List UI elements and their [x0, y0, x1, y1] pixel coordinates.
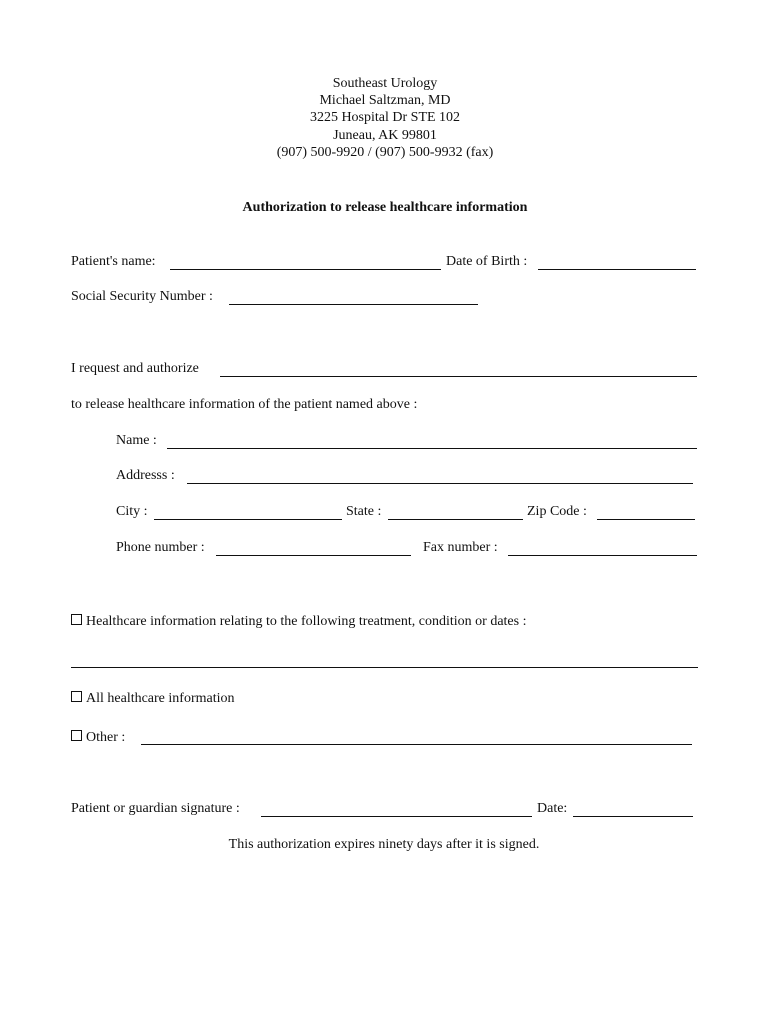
treatment-details-field[interactable] — [71, 667, 698, 668]
phone-fax: (907) 500-9920 / (907) 500-9932 (fax) — [276, 145, 494, 160]
option-treatment-label: Healthcare information relating to the following treatment, condition or dates : — [86, 614, 527, 629]
fax-field[interactable] — [508, 555, 697, 556]
zip-label: Zip Code : — [527, 504, 587, 519]
signature-label: Patient or guardian signature : — [71, 801, 240, 816]
ssn-label: Social Security Number : — [71, 289, 213, 304]
city-label: City : — [116, 504, 148, 519]
recipient-name-label: Name : — [116, 433, 157, 448]
fax-label: Fax number : — [423, 540, 498, 555]
checkbox-icon[interactable] — [71, 730, 82, 741]
dob-label: Date of Birth : — [446, 254, 528, 269]
state-field[interactable] — [388, 519, 523, 520]
signature-field[interactable] — [261, 816, 532, 817]
recipient-address-field[interactable] — [187, 483, 693, 484]
address-line-2: Juneau, AK 99801 — [333, 128, 437, 143]
option-other[interactable] — [71, 730, 125, 745]
release-label: to release healthcare information of the patient named above : — [71, 397, 418, 412]
city-field[interactable] — [154, 519, 342, 520]
zip-field[interactable] — [597, 519, 695, 520]
option-other-label: Other : — [86, 730, 126, 745]
date-label: Date: — [537, 801, 568, 816]
other-details-field[interactable] — [141, 744, 692, 745]
patient-name-label: Patient's name: — [71, 254, 156, 269]
address-line-1: 3225 Hospital Dr STE 102 — [309, 110, 461, 125]
checkbox-icon[interactable] — [71, 614, 82, 625]
date-field[interactable] — [573, 816, 693, 817]
practice-name: Southeast Urology — [332, 76, 438, 91]
phone-label: Phone number : — [116, 540, 205, 555]
dob-field[interactable] — [538, 269, 696, 270]
doctor-name: Michael Saltzman, MD — [319, 93, 451, 108]
patient-name-field[interactable] — [170, 269, 441, 270]
phone-field[interactable] — [216, 555, 411, 556]
option-all-label: All healthcare information — [86, 691, 235, 706]
recipient-address-label: Addresss : — [116, 468, 175, 483]
form-title: Authorization to release healthcare information — [242, 200, 528, 215]
ssn-field[interactable] — [229, 304, 478, 305]
expiry-note: This authorization expires ninety days after it is signed. — [228, 837, 540, 852]
authorized-party-field[interactable] — [220, 376, 697, 377]
option-treatment[interactable] — [71, 614, 526, 629]
option-all[interactable] — [71, 691, 235, 706]
recipient-name-field[interactable] — [167, 448, 697, 449]
checkbox-icon[interactable] — [71, 691, 82, 702]
state-label: State : — [346, 504, 382, 519]
request-label: I request and authorize — [71, 361, 199, 376]
